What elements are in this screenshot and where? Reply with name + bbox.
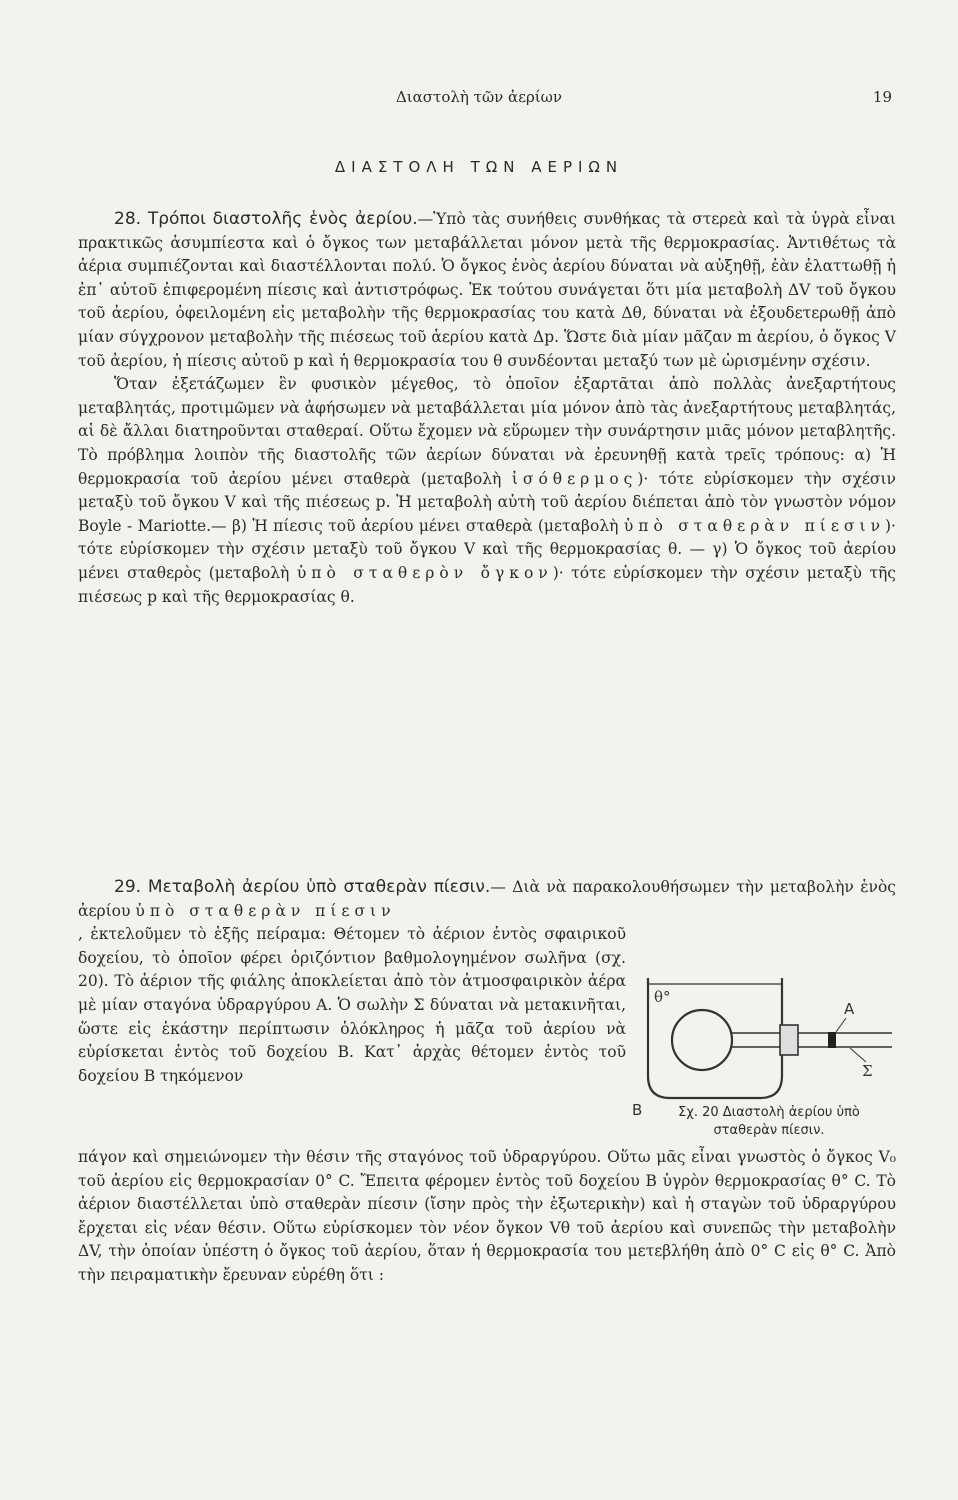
label-b: B — [632, 1101, 643, 1119]
section-title: ΔΙΑΣΤΟΛΗ ΤΩΝ ΑΕΡΙΩΝ — [334, 158, 624, 176]
sec29-p2: πάγον καὶ σημειώνομεν τὴν θέσιν τῆς σταγόνος τοῦ ὑδραργύρου. Οὕτω μᾶς εἶναι γνωστὸς ὁ ὄγκος V₀ τοῦ ἀερίου εἰς θερμοκρασίαν 0° C. Ἔπειτα φέρομεν ἐντὸς τοῦ δοχείου Β ὑγρὸν θερμοκρασίας θ° C. Τὸ ἀέριον διαστέλλεται ὑπὸ σταθερὰν πίεσιν (ἴσην πρὸς τὴν ἐξωτερικὴν) καὶ ἡ σταγὼν τοῦ ὑδραργύρου ἔρχεται εἰς νέαν θέσιν. Οὕτω εὑρίσκομεν τὸν νέον ὄγκον Vθ τοῦ ἀερίου καὶ συνεπῶς τὴν μεταβολὴν ΔV, τὴν ὁποίαν ὑπέστη ὁ ὄγκος τοῦ ἀερίου, ὅταν ἡ θερμοκρασία του μετεβλήθη ἀπὸ 0° C εἰς θ° C. Ἀπὸ τὴν πειραματικὴν ἔρευναν εὑρέθη ὅτι : — [78, 1148, 896, 1284]
figure-caption-line-2: σταθερὰν πίεσιν. — [713, 1123, 825, 1138]
sec28-p2a: Ὅταν ἐξετάζωμεν ἓν φυσικὸν μέγεθος, τὸ ὁποῖον ἐξαρτᾶται ἀπὸ πολλὰς ἀνεξαρτήτους μεταβλητάς, προτιμῶμεν νὰ ἀφήσωμεν νὰ μεταβάλλεται μία μόνον ἀπὸ τὰς ἀνεξαρτήτους μεταβλητάς, αἱ δὲ ἄλλαι διατηροῦνται σταθεραί. Οὕτω ἔχομεν νὰ εὕρωμεν τὴν συνάρτησιν μιᾶς μόνον μεταβλητῆς. Τὸ πρόβλημα λοιπὸν τῆς διαστολῆς τῶν ἀερίων δύναται νὰ ἐρευνηθῇ κατὰ τρεῖς τρόπους: α) Ἡ θερμοκρασία τοῦ ἀερίου μένει σταθερὰ (μεταβολὴ — [78, 375, 896, 488]
page-number: 19 — [872, 88, 892, 106]
sec29-paragraph-lead — [78, 876, 896, 923]
sec28-p2b: )· τότε εὑρίσκομεν τὴν σχέσιν μεταξὺ τοῦ ὄγκου V καὶ τῆς πιέσεως p. Ἡ μεταβολὴ αὐτὴ τοῦ ἀερίου διέπεται ἀπὸ τὸν γνωστὸν νόμον Boyle - Mariotte.— β) Ἡ πίεσις τοῦ ἀερίου μένει σταθερὰ (μεταβολὴ — [78, 469, 896, 535]
label-a: A — [844, 1000, 855, 1018]
label-a-leader — [836, 1018, 846, 1032]
label-sigma-leader — [850, 1048, 866, 1062]
sec29-heading: 29. Μεταβολὴ ἀερίου ὑπὸ σταθερὰν πίεσιν. — [114, 877, 491, 897]
term-isothermal: ἰσόθερμος — [511, 469, 638, 488]
term-isobaric: ὑπὸ σταθερὰν πίεσιν — [623, 516, 885, 535]
section-29-continued — [78, 1146, 896, 1288]
sec28-p2c: )· τότε εὑρίσκομεν τὴν σχέσιν μεταξὺ τοῦ ὄγκου V καὶ τῆς θερμοκρασίας θ. — γ) Ὁ ὄγκος τοῦ ἀερίου μένει σταθερὸς (μεταβολὴ — [78, 516, 896, 582]
mercury-drop — [828, 1032, 836, 1048]
sec29-lead: — Διὰ νὰ παρακολουθήσωμεν τὴν μεταβολὴν ἑνὸς ἀερίου — [78, 878, 896, 920]
figure-caption — [634, 1104, 904, 1140]
sec28-paragraph-1 — [78, 208, 896, 373]
term-isochoric: ὑπὸ σταθερὸν ὄγκον — [296, 563, 553, 582]
label-sigma: Σ — [862, 1062, 873, 1080]
section-28 — [78, 208, 896, 609]
flask-bulb — [672, 1010, 732, 1070]
tube-stopper — [780, 1025, 798, 1055]
figure-caption-line-1: Σχ. 20 Διαστολὴ ἀερίου ὑπὸ — [678, 1105, 860, 1120]
sec29-p1: , ἐκτελοῦμεν τὸ ἑξῆς πείραμα: Θέτομεν τὸ ἀέριον ἐντὸς σφαιρικοῦ δοχείου, τὸ ὁποῖον φέρει ὁριζόντιον βαθμολογημένον σωλῆνα (σχ. 20). Τὸ ἀέριον τῆς φιάλης ἀποκλείεται ἀπὸ τὸν ἀτμοσφαιρικὸν ἀέρα μὲ μίαν σταγόνα ὑδραργύρου Α. Ὁ σωλὴν Σ δύναται νὰ μετακινῆται, ὥστε εἰς ἑκάστην περίπτωσιν ὁλόκληρος ἡ μᾶζα τοῦ ἀερίου νὰ εὑρίσκεται ἐντὸς τοῦ δοχείου Β. Κατ᾽ ἀρχὰς θέτομεν ἐντὸς τοῦ δοχείου Β τηκόμενον — [78, 925, 626, 1085]
sec28-p1: —Ὑπὸ τὰς συνήθεις συνθήκας τὰ στερεὰ καὶ τὰ ὑγρὰ εἶναι πρακτικῶς ἀσυμπίεστα καὶ ὁ ὄγκος των μεταβάλλεται μόνον μετὰ τῆς θερμοκρασίας. Ἀντιθέτως τὰ ἀέρια συμπιέζονται καὶ διαστέλλονται πολύ. Ὁ ὄγκος ἑνὸς ἀερίου δύναται νὰ αὐξηθῇ, ἐὰν ἐλαττωθῇ ἡ ἐπ᾽ αὐτοῦ ἐπιφερομένη πίεσις καὶ ἀντιστρόφως. Ἐκ τούτου συνάγεται ὅτι μία μεταβολὴ ΔV τοῦ ὄγκου τοῦ ἀερίου, ὀφειλομένη εἰς μεταβολὴν τῆς θερμοκρασίας του κατὰ Δθ, δύναται νὰ ἐξουδετερωθῇ ἀπὸ μίαν σύγχρονον μεταβολὴν τῆς πιέσεως τοῦ ἀερίου κατὰ Δp. Ὥστε διὰ μίαν μᾶζαν m ἀερίου, ὁ ὄγκος V τοῦ ἀερίου, ἡ πίεσις αὐτοῦ p καὶ ἡ θερμοκρασία του θ συνδέονται μεταξύ των μὲ ὡρισμένην σχέσιν. — [78, 210, 896, 370]
sec28-p2d: )· τότε εὑρίσκομεν τὴν σχέσιν μεταξὺ τῆς πιέσεως p καὶ τῆς θερμοκρασίας θ. — [78, 563, 896, 606]
sec28-paragraph-2 — [78, 373, 896, 609]
label-theta: θ° — [654, 988, 671, 1006]
page-header — [0, 88, 958, 112]
term-constant-pressure: ὑπὸ σταθερὰν πίεσιν — [135, 901, 396, 920]
sec28-heading: 28. Τρόποι διαστολῆς ἑνὸς ἀερίου. — [114, 209, 418, 229]
running-title: Διαστολὴ τῶν ἀερίων — [395, 88, 563, 106]
